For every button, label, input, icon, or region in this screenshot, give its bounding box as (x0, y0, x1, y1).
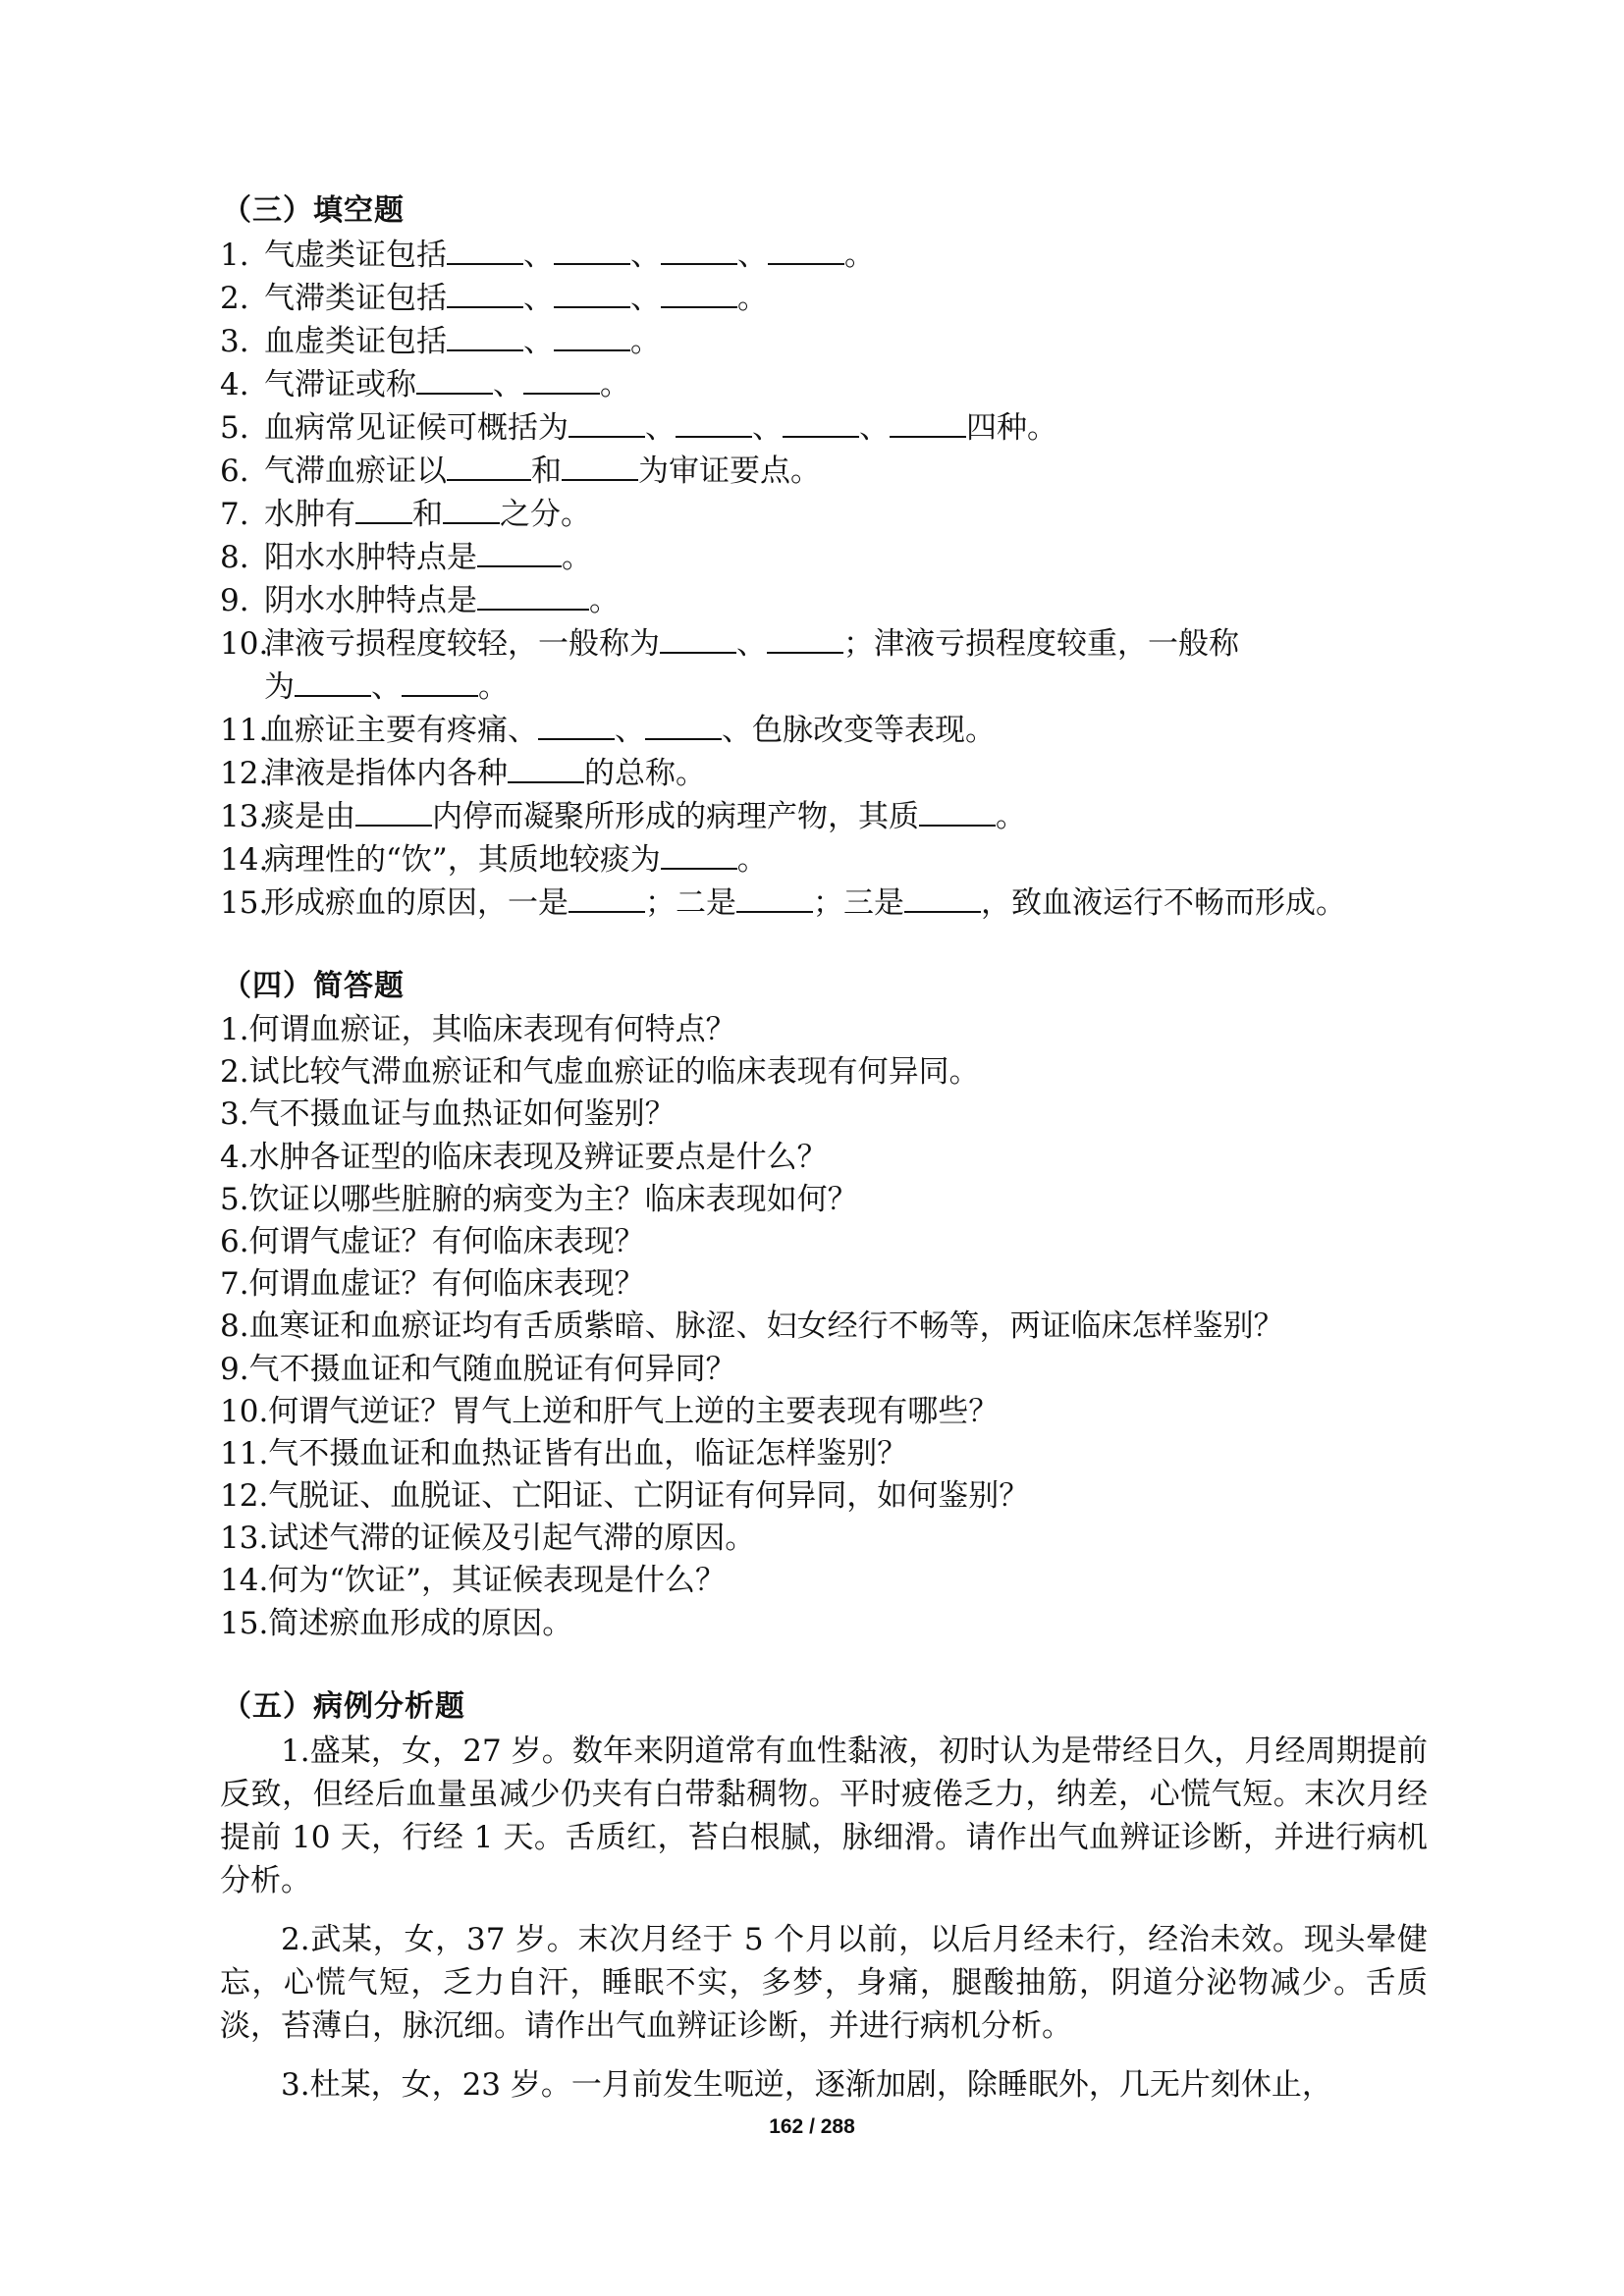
fill-blank-item (220, 881, 1428, 925)
question-text: 阳水水肿特点是 (264, 540, 477, 575)
question-text: 病理性的“饮”，其质地较痰为 (264, 842, 661, 878)
fill-blank-item (220, 363, 1428, 406)
fill-blank-item (220, 234, 1428, 277)
question-text: 血病常见证候可概括为 (264, 410, 568, 446)
item-number: 3. (220, 324, 249, 359)
question-text: ；津液亏损程度较重，一般称 (843, 626, 1239, 662)
question-text: 四种。 (966, 410, 1057, 446)
short-answer-item: 14.何为“饮证”，其证候表现是什么？ (220, 1563, 726, 1599)
question-text: 、 (630, 238, 661, 273)
case-paragraph: 1.盛某，女，27 岁。数年来阴道常有血性黏液，初时认为是带经日久，月经周期提前反致，但经后血量虽减少仍夹有白带黏稠物。平时疲倦乏力，纳差，心慌气短。末次月经提前 10 天，行经 1 天。舌质红，苔白根腻，脉细滑。请作出气血辨证诊断，并进行病机分析。 (220, 1733, 1428, 1898)
short-answer-item: 13.试述气滞的证候及引起气滞的原因。 (220, 1521, 756, 1557)
answer-blank (477, 582, 589, 611)
item-number: 15. (220, 885, 269, 921)
question-text: 水肿有 (264, 497, 355, 532)
fill-blank-item (220, 493, 1428, 536)
short-answer-item: 9.气不摄血证和气随血脱证有何异同？ (220, 1351, 736, 1387)
fill-blank-item (220, 622, 1428, 666)
fill-blank-item (220, 406, 1428, 450)
fill-blank-item (220, 838, 1428, 881)
short-answer-item: 4.水肿各证型的临床表现及辨证要点是什么？ (220, 1139, 828, 1175)
item-number: 8. (220, 540, 249, 575)
question-text: ，致血液运行不畅而形成。 (981, 885, 1346, 921)
item-number: 4. (220, 367, 249, 402)
question-text: 气虚类证包括 (264, 238, 447, 273)
answer-blank (645, 712, 722, 740)
answer-blank (447, 237, 523, 265)
fill-blank-item (220, 536, 1428, 579)
question-text: 、 (523, 324, 554, 359)
answer-blank (447, 453, 531, 481)
question-text: 。 (736, 842, 768, 878)
question-text: ；三是 (813, 885, 904, 921)
question-text: 之分。 (500, 497, 591, 532)
answer-blank (295, 668, 371, 697)
question-text: 、 (371, 669, 402, 705)
question-text: 。 (630, 324, 661, 359)
short-answer-item: 15.简述瘀血形成的原因。 (220, 1605, 573, 1641)
page-content (220, 188, 1428, 2107)
item-number: 11. (220, 713, 269, 748)
question-text: 形成瘀血的原因，一是 (264, 885, 568, 921)
answer-blank (768, 237, 844, 265)
fill-blank-item (220, 320, 1428, 363)
question-text: 、 (493, 367, 523, 402)
question-text: 内停而凝聚所形成的病理产物，其质 (432, 799, 919, 834)
short-answer-item: 5.饮证以哪些脏腑的病变为主？临床表现如何？ (220, 1181, 858, 1217)
question-text: 。 (844, 238, 875, 273)
question-text: 、 (737, 238, 768, 273)
answer-blank (568, 409, 645, 438)
section-title-fill-blank: （三）填空题 (222, 193, 405, 228)
case-paragraph: 2.武某，女，37 岁。末次月经于 5 个月以前，以后月经未行，经治未效。现头晕健忘，心慌气短，乏力自汗，睡眠不实，多梦，身痛，腿酸抽筋，阴道分泌物减少。舌质淡，苔薄白，脉沉细。请作出气血辨证诊断，并进行病机分析。 (220, 1921, 1428, 2044)
answer-blank (660, 625, 736, 654)
answer-blank (443, 496, 500, 524)
page-number: 162 / 288 (769, 2115, 855, 2138)
question-text: 为 (264, 669, 295, 705)
question-text: 和 (412, 497, 443, 532)
short-answer-item: 8.血寒证和血瘀证均有舌质紫暗、脉涩、妇女经行不畅等，两证临床怎样鉴别？ (220, 1308, 1284, 1345)
section-title-case-analysis: （五）病例分析题 (222, 1688, 465, 1724)
answer-blank (447, 323, 523, 351)
item-number: 6. (220, 454, 249, 489)
question-text: 津液亏损程度较轻，一般称为 (264, 626, 660, 662)
question-text: ；二是 (645, 885, 736, 921)
question-text: 、 (645, 410, 676, 446)
question-text: 、 (523, 281, 554, 316)
question-text: 、 (859, 410, 890, 446)
answer-blank (562, 453, 638, 481)
answer-blank (538, 712, 615, 740)
answer-blank (402, 668, 478, 697)
item-number: 14. (220, 842, 269, 878)
fill-blank-item (220, 752, 1428, 795)
answer-blank (767, 625, 843, 654)
short-answer-item: 1.何谓血瘀证，其临床表现有何特点？ (220, 1012, 736, 1047)
item-number: 13. (220, 799, 269, 834)
question-text: 。 (478, 669, 509, 705)
answer-blank (523, 366, 600, 395)
section-title-short-answer: （四）简答题 (222, 969, 405, 1003)
answer-blank (890, 409, 966, 438)
short-answer-item: 12.气脱证、血脱证、亡阳证、亡阴证有何异同，如何鉴别？ (220, 1478, 1030, 1515)
answer-blank (904, 884, 981, 913)
fill-blank-item-continued (220, 666, 1428, 709)
answer-blank (568, 884, 645, 913)
question-text: 和 (531, 454, 562, 489)
fill-blank-item (220, 450, 1428, 493)
question-text: 。 (737, 281, 768, 316)
short-answer-list (220, 1009, 1428, 1645)
item-number: 2. (220, 281, 249, 316)
answer-blank (554, 237, 630, 265)
question-text: 阴水水肿特点是 (264, 583, 477, 618)
question-text: 、 (736, 626, 767, 662)
question-text: 。 (562, 540, 592, 575)
short-answer-item: 11.气不摄血证和血热证皆有出血，临证怎样鉴别？ (220, 1435, 908, 1471)
fill-blank-list (220, 234, 1428, 925)
answer-blank (919, 798, 996, 827)
item-number: 12. (220, 756, 269, 791)
short-answer-item: 3.气不摄血证与血热证如何鉴别？ (220, 1096, 676, 1133)
question-text: 、 (523, 238, 554, 273)
answer-blank (477, 539, 562, 567)
question-text: 。 (996, 799, 1026, 834)
short-answer-item: 2.试比较气滞血瘀证和气虚血瘀证的临床表现有何异同。 (220, 1054, 980, 1091)
question-text: 为审证要点。 (638, 454, 821, 489)
answer-blank (508, 755, 584, 783)
item-number: 10. (220, 626, 269, 662)
question-text: 血瘀证主要有疼痛、 (264, 713, 538, 748)
answer-blank (447, 280, 523, 308)
case-analysis-list (220, 1730, 1428, 2107)
fill-blank-item (220, 277, 1428, 320)
question-text: 血虚类证包括 (264, 324, 447, 359)
item-number: 5. (220, 410, 249, 446)
fill-blank-item (220, 709, 1428, 752)
answer-blank (661, 841, 737, 870)
answer-blank (661, 280, 737, 308)
answer-blank (783, 409, 859, 438)
question-text: 气滞血瘀证以 (264, 454, 447, 489)
question-text: 、 (752, 410, 783, 446)
answer-blank (355, 798, 432, 827)
answer-blank (736, 884, 813, 913)
question-text: 。 (600, 367, 630, 402)
question-text: 气滞类证包括 (264, 281, 447, 316)
fill-blank-item (220, 579, 1428, 622)
answer-blank (676, 409, 752, 438)
question-text: 的总称。 (584, 756, 706, 791)
answer-blank (554, 280, 630, 308)
question-text: 津液是指体内各种 (264, 756, 508, 791)
question-text: 、色脉改变等表现。 (722, 713, 996, 748)
short-answer-item: 7.何谓血虚证？有何临床表现？ (220, 1266, 645, 1303)
answer-blank (554, 323, 630, 351)
short-answer-item: 10.何谓气逆证？胃气上逆和肝气上逆的主要表现有哪些？ (220, 1393, 1000, 1429)
case-paragraph: 3.杜某，女，23 岁。一月前发生呃逆，逐渐加剧，除睡眠外，几无片刻休止， (281, 2066, 1332, 2103)
item-number: 1. (220, 238, 249, 273)
question-text: 气滞证或称 (264, 367, 416, 402)
short-answer-item: 6.何谓气虚证？有何临床表现？ (220, 1223, 645, 1259)
answer-blank (355, 496, 412, 524)
item-number: 9. (220, 583, 249, 618)
question-text: 、 (630, 281, 661, 316)
fill-blank-item (220, 795, 1428, 838)
question-text: 、 (615, 713, 645, 748)
answer-blank (661, 237, 737, 265)
question-text: 痰是由 (264, 799, 355, 834)
answer-blank (416, 366, 493, 395)
question-text: 。 (589, 583, 620, 618)
item-number: 7. (220, 497, 249, 532)
